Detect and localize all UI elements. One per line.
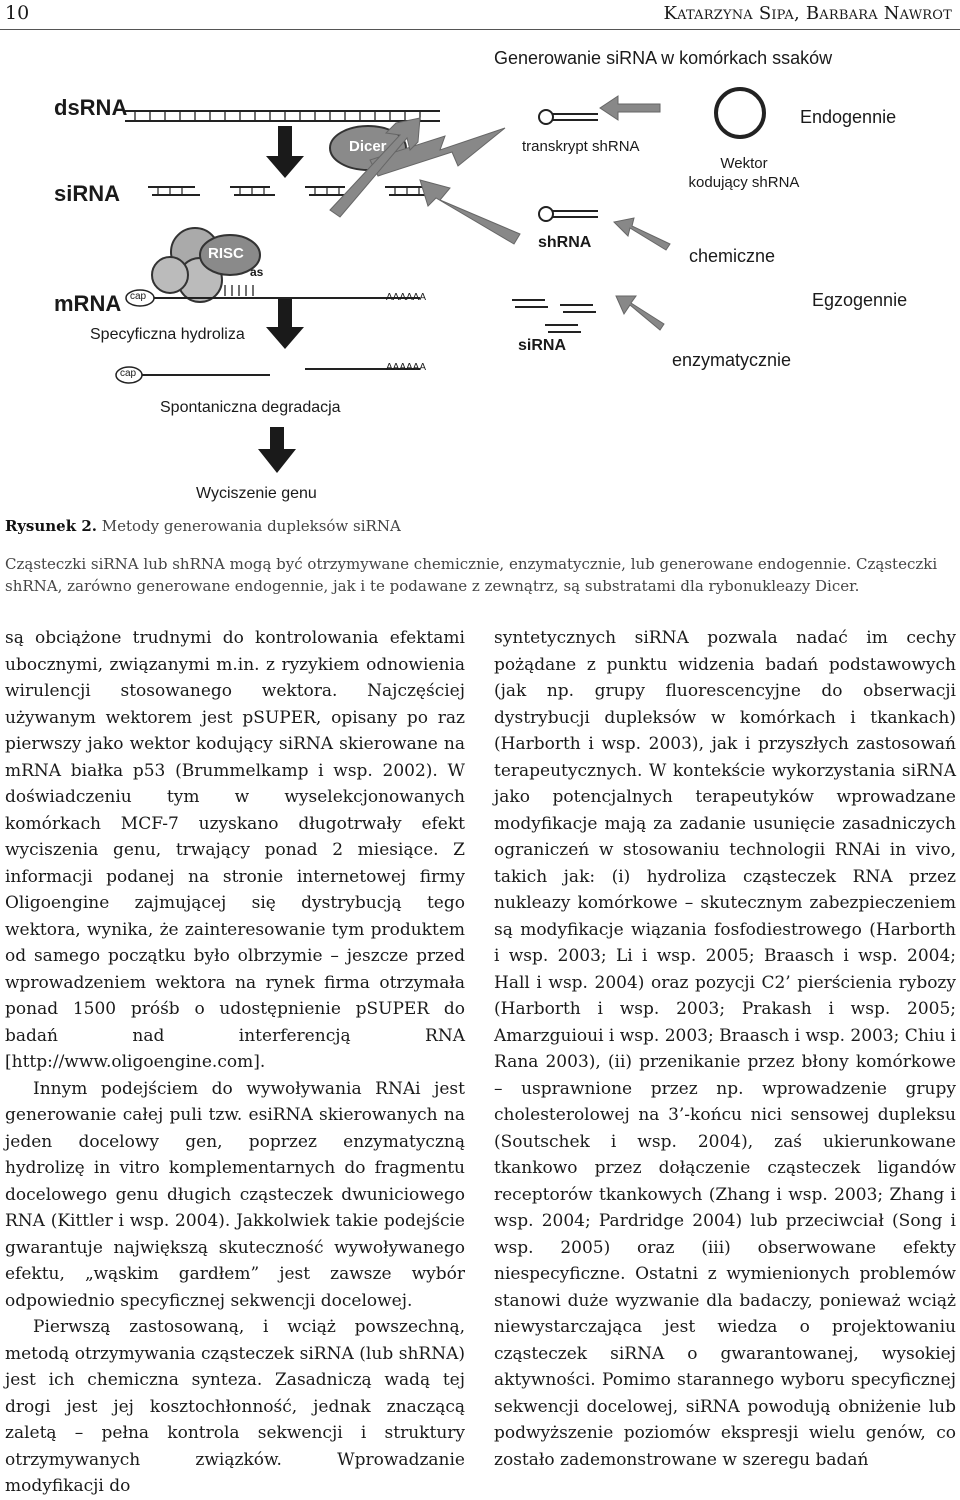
cleaved-mrna xyxy=(116,367,420,383)
label-dsrna: dsRNA xyxy=(54,95,128,120)
label-shrna: shRNA xyxy=(538,234,592,251)
label-enzymatycznie: enzymatycznie xyxy=(672,350,792,370)
label-wyciszenie: Wyciszenie genu xyxy=(196,485,317,502)
running-header-authors: Katarzyna Sipa, Barbara Nawrot xyxy=(663,3,952,24)
label-degradacja: Spontaniczna degradacja xyxy=(160,399,341,416)
label-mrna: mRNA xyxy=(54,291,122,316)
label-sirna-right: siRNA xyxy=(518,337,567,354)
label-cap-1: cap xyxy=(130,291,147,302)
label-polya-2: AAAAAA xyxy=(386,362,427,373)
label-cap-2: cap xyxy=(120,368,137,379)
label-hydroliza: Specyficzna hydroliza xyxy=(90,326,245,343)
label-dicer: Dicer xyxy=(349,138,387,155)
caption-text: Metody generowania dupleksów siRNA xyxy=(97,517,401,535)
label-egzogennie: Egzogennie xyxy=(812,290,908,310)
vector-plasmid xyxy=(716,89,764,137)
label-polya-1: AAAAAA xyxy=(386,292,427,303)
label-as: as xyxy=(250,265,264,279)
label-chemiczne: chemiczne xyxy=(689,246,776,266)
sirna-short-duplexes xyxy=(148,187,430,195)
paragraph: Innym podejściem do wywoływania RNAi jest generowanie całej puli tzw. esiRNA skierowanych na jeden docelowy gen, poprzez enzymatyczną hydrolizę in vitro komplementarnych do fragmentu docelowego genu długich cząsteczek dwuniciowego RNA (Kittler i wsp. 2004). Jakkolwiek takie podejście gwarantuje największą skuteczność wywoływanego efektu, „wąskim gardłem” jest zawsze wybór odpowiednio specyficznej sekwencji docelowej. xyxy=(5,1078,465,1311)
label-sirna-left: siRNA xyxy=(54,181,121,206)
left-column xyxy=(5,625,465,1500)
caption-prefix: Rysunek 2. xyxy=(5,517,97,535)
risc-complex xyxy=(152,228,260,302)
paragraph: są obciążone trudnymi do kontrolowania efektami ubocznymi, związanymi m.in. z ryzykiem odnowienia wirulencji stosowanego wektora. Najczęściej używanym wektorem jest pSUPER, opisany po raz pierwszy jako wektor kodujący siRNA skierowane na mRNA białka p53 (Brummelkamp i wsp. 2002). W doświadczeniu tym w wyselekcjonowanych komórkach MCF-7 uzyskano długotrwały efekt wyciszenia genu, trwający ponad 2 miesiące. Z informacji podanej na stronie internetowej firmy Oligoengine zajmującej się dystrybucją tego wektora, wynika, że zainteresowanie tym produktem od samego początku było olbrzymie – jeszcze przed wprowadzeniem wektora na rynek firma otrzymała ponad 1500 próśb o udostępnienie pSUPER do badań nad interferencją RNA [http://www.oligoengine.com]. xyxy=(5,628,465,1072)
figure-diagram xyxy=(0,0,960,510)
sirna-right-duplexes xyxy=(512,300,596,332)
down-arrows xyxy=(258,126,304,473)
paragraph: Pierwszą zastosowaną, i wciąż powszechną, metodą otrzymywania cząsteczek siRNA (lub shRNA) jest ich chemiczna synteza. Zasadniczą wadą tej drogi jest jej kosztochłonność, jednak znaczącą zaletą – pełna kontrola sekwencji i struktury otrzymywanych związków. Wprowadzanie modyfikacji do xyxy=(5,1317,465,1496)
label-endogennie: Endogennie xyxy=(800,107,897,127)
paragraph: syntetycznych siRNA pozwala nadać im cechy pożądane z punktu widzenia badań podstawowych (jak np. grupy fluorescencyjne do obserwacji dystrybucji dupleksów w komórkach i tkankach) (Harborth i wsp. 2003), jak i przyszłych zastosowań terapeutycznych. W kontekście wykorzystania siRNA jako potencjalnych terapeutyków wprowadzane modyfikacje mają za zadanie usunięcie zasadniczych ograniczeń w stosowaniu technologii RNAi in vivo, takich jak: (i) hydroliza cząsteczek RNA przez nukleazy komórkowe – skutecznym zabezpieczeniem są modyfikacje wiązania fosfodiestrowego (Harborth i wsp. 2003; Li i wsp. 2005; Braasch i wsp. 2004; Hall i wsp. 2004) oraz pozycji C2’ pierścienia rybozy (Harborth i wsp. 2003; Prakash i wsp. 2005; Amarzguioui i wsp. 2003; Braasch i wsp. 2003; Chiu i Rana 2003), (ii) przenikanie przez błony komórkowe – usprawnione przez np. wprowadzenie grupy cholesterolowej na 3’-końcu nici sensowej dupleksu (Soutschek i wsp. 2004), zaś ukierunkowane tkankowo przez dołączenie cząsteczek ligandów receptorów tkankowych (Zhang i wsp. 2003; Zhang i wsp. 2004; Pardridge 2004) lub przeciwciał (Song i wsp. 2005) oraz (iii) obserwowane efekty niespecyficzne. Ostatni z wymienionych problemów stanowi duże wyzwanie dla badaczy, ponieważ wciąż niewystarczająca jest wiedza o projektowaniu cząsteczek siRNA o gwarantowanej, wysokiej aktywności. Pomimo starannego wyboru specyficznej sekwencji docelowej, siRNA powodują obniżenie lub podwyższenie poziomów ekspresji wielu genów, co zostało zademonstrowane w szeregu badań xyxy=(494,628,956,1470)
dsrna-duplex xyxy=(125,111,440,121)
page-number: 10 xyxy=(5,2,30,24)
figure-description: Cząsteczki siRNA lub shRNA mogą być otrzymywane chemicznie, enzymatycznie, lub generowane endogennie. Cząsteczki shRNA, zarówno generowane endogennie, jak i te podawane z zewnątrz, są substratami dla rybonukleazy Dicer. xyxy=(5,555,938,595)
shrna-hairpins xyxy=(539,110,598,221)
figure-title: Generowanie siRNA w komórkach ssaków xyxy=(494,48,833,68)
label-risc: RISC xyxy=(208,245,244,262)
label-transkrypt: transkrypt shRNA xyxy=(522,138,640,155)
right-column xyxy=(494,625,956,1473)
figure-caption xyxy=(5,517,401,535)
label-wektor: Wektor kodujący shRNA xyxy=(688,155,800,191)
